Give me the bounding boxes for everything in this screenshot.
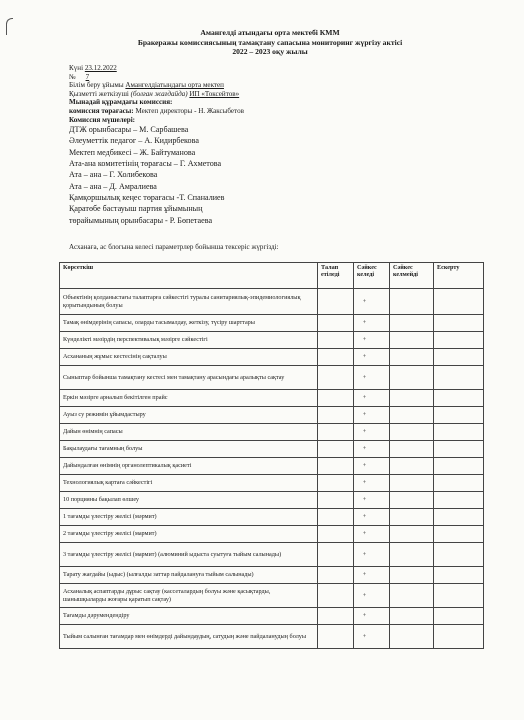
table-header-row: [60, 263, 484, 289]
number-value: 7: [85, 72, 90, 81]
header-act-title: Бракеражы комиссиясының тамақтану сапасына мониторинг жүргізу актісі: [137, 37, 403, 47]
member-line: төрайымының орынбасары - Р. Бөпетаева: [69, 215, 213, 225]
compliant-cell: [354, 315, 390, 332]
compliant-mark: +: [362, 479, 367, 487]
table-row: [60, 475, 484, 492]
header-compliant: Сәйкес келеді: [354, 263, 390, 289]
table-row: [60, 625, 484, 649]
note-cell: [434, 608, 484, 625]
indicator-cell: 10 порцияны бақылап өлшеу: [60, 492, 318, 509]
compliant-cell: [354, 492, 390, 509]
indicator-cell: 3 тағамды үлестіру желісі (мармит) (алюминий ыдыста суытуға тыйым салынады): [60, 543, 318, 567]
compliant-mark: +: [362, 445, 367, 453]
noncompliant-cell: [390, 492, 434, 509]
note-cell: [434, 407, 484, 424]
required-cell: [318, 332, 354, 349]
provider-value: ИП «Токсейтов»: [189, 89, 240, 98]
date-label: Күні: [69, 64, 84, 72]
indicator-cell: 1 тағамды үлестіру желісі (мәрмит): [60, 509, 318, 526]
indicator-cell: Тағамды дәрумендендіру: [60, 608, 318, 625]
chair-value: Мектеп директоры - Н. Жаксыбетов: [135, 106, 244, 115]
note-cell: [434, 509, 484, 526]
table-row: [60, 366, 484, 390]
note-cell: [434, 543, 484, 567]
indicator-cell: Асханалық аспаптарды дұрыс сақтау (кассеталардың болуы және қасықтарды, шанышқыларды жоғары қаратып сақтау): [60, 584, 318, 608]
table-row: [60, 458, 484, 475]
noncompliant-cell: [390, 584, 434, 608]
required-cell: [318, 526, 354, 543]
required-cell: [318, 458, 354, 475]
indicator-cell: Дайын өнімнің сапасы: [60, 424, 318, 441]
compliant-mark: +: [362, 496, 367, 504]
compliant-cell: [354, 390, 390, 407]
compliant-cell: [354, 349, 390, 366]
note-cell: [434, 349, 484, 366]
compliant-cell: [354, 625, 390, 649]
compliant-cell: [354, 458, 390, 475]
noncompliant-cell: [390, 332, 434, 349]
indicator-cell: Дайындалған өнімнің органолептикалық қасиеті: [60, 458, 318, 475]
compliant-mark: +: [362, 336, 367, 344]
header-required: Талап етіледі: [318, 263, 354, 289]
member-line: Қаратөбе бастауыш партия ұйымының: [69, 204, 203, 214]
note-cell: [434, 424, 484, 441]
header-academic-year: 2022 – 2023 оқу жылы: [232, 47, 308, 56]
noncompliant-cell: [390, 349, 434, 366]
table-row: [60, 584, 484, 608]
noncompliant-cell: [390, 543, 434, 567]
note-cell: [434, 526, 484, 543]
noncompliant-cell: [390, 526, 434, 543]
member-line: Ата-ана комитетінің төрағасы – Г. Ахметова: [69, 159, 222, 169]
table-row: [60, 567, 484, 584]
compliant-cell: [354, 475, 390, 492]
noncompliant-cell: [390, 458, 434, 475]
compliant-mark: +: [362, 353, 367, 361]
noncompliant-cell: [390, 608, 434, 625]
header-note: Ескерту: [434, 263, 484, 289]
required-cell: [318, 366, 354, 390]
indicator-cell: 2 тағамды үлестіру желісі (мармит): [60, 526, 318, 543]
compliant-cell: [354, 567, 390, 584]
note-cell: [434, 390, 484, 407]
noncompliant-cell: [390, 366, 434, 390]
noncompliant-cell: [390, 315, 434, 332]
compliant-mark: +: [362, 632, 367, 640]
compliant-mark: +: [362, 550, 367, 558]
member-line: ДТЖ орынбасары – М. Сарбашева: [69, 125, 189, 135]
note-cell: [434, 625, 484, 649]
note-cell: [434, 366, 484, 390]
table-row: [60, 441, 484, 458]
compliant-cell: [354, 526, 390, 543]
compliant-cell: [354, 584, 390, 608]
page-corner-mark: [6, 18, 13, 35]
inspection-table: [59, 262, 484, 649]
compliant-cell: [354, 543, 390, 567]
member-line: Әлеуметтік педагог – А. Кидирбекова: [69, 136, 199, 146]
org-row: [69, 81, 469, 90]
table-row: [60, 349, 484, 366]
indicator-cell: Сыныптар бойынша тамақтану кестесі мен тамақтану арасындағы аралықты сақтау: [60, 366, 318, 390]
required-cell: [318, 424, 354, 441]
compliant-mark: +: [362, 462, 367, 470]
compliant-mark: +: [362, 411, 367, 419]
table-row: [60, 526, 484, 543]
org-value: Амангелдіатындағы орта мектеп: [125, 81, 224, 90]
date-row: [69, 64, 469, 73]
compliant-mark: +: [362, 591, 367, 599]
compliant-mark: +: [362, 612, 367, 620]
indicator-cell: Асхананың жұмыс кестесінің сақталуы: [60, 349, 318, 366]
note-cell: [434, 332, 484, 349]
compliant-mark: +: [362, 530, 367, 538]
table-row: [60, 424, 484, 441]
noncompliant-cell: [390, 625, 434, 649]
compliant-mark: +: [362, 373, 367, 381]
required-cell: [318, 390, 354, 407]
compliant-cell: [354, 608, 390, 625]
indicator-cell: Тарату жағдайы (ыдыс) (ылғалды заттар пайдалануға тыйым салынады): [60, 567, 318, 584]
compliant-cell: [354, 509, 390, 526]
provider-row: [69, 90, 469, 99]
header-noncompliant: Сәйкес келмейді: [390, 263, 434, 289]
noncompliant-cell: [390, 567, 434, 584]
compliant-cell: [354, 289, 390, 315]
members-list: [69, 124, 469, 226]
compliant-mark: +: [362, 319, 367, 327]
noncompliant-cell: [390, 407, 434, 424]
provider-label: Қызметті жеткізуші: [69, 89, 129, 98]
note-cell: [434, 584, 484, 608]
chair-label: комиссия төрағасы:: [69, 106, 134, 115]
compliant-cell: [354, 366, 390, 390]
indicator-cell: Тыйым салынған тағамдар мен өнімдерді дайындаудың, сатудың және пайдаланудың болуы: [60, 625, 318, 649]
required-cell: [318, 349, 354, 366]
noncompliant-cell: [390, 441, 434, 458]
table-row: [60, 315, 484, 332]
required-cell: [318, 509, 354, 526]
noncompliant-cell: [390, 289, 434, 315]
indicator-cell: Ауыз су режимін ұйымдастыру: [60, 407, 318, 424]
compliant-cell: [354, 407, 390, 424]
compliant-mark: +: [362, 513, 367, 521]
noncompliant-cell: [390, 390, 434, 407]
required-cell: [318, 608, 354, 625]
note-cell: [434, 441, 484, 458]
note-cell: [434, 289, 484, 315]
note-cell: [434, 567, 484, 584]
required-cell: [318, 584, 354, 608]
table-row: [60, 390, 484, 407]
member-line: Мектеп медбикесі – Ж. Байтуманова: [69, 147, 196, 157]
document-header: [60, 28, 480, 57]
members-label: Комиссия мүшелері:: [69, 115, 136, 124]
required-cell: [318, 543, 354, 567]
table-row: [60, 289, 484, 315]
compliant-mark: +: [362, 297, 367, 305]
header-indicator: Көрсеткіш: [60, 263, 318, 289]
required-cell: [318, 625, 354, 649]
indicator-cell: Күнделікті мәзірдің перспективалық мәзірге сәйкестігі: [60, 332, 318, 349]
member-line: Қамқоршылық кеңес төрағасы -Т. Спаналиев: [69, 192, 225, 202]
required-cell: [318, 315, 354, 332]
indicator-cell: Еркін мәзірге арналып бекітілген прайс: [60, 390, 318, 407]
number-label: №: [69, 72, 76, 81]
compliant-cell: [354, 441, 390, 458]
note-cell: [434, 475, 484, 492]
table-row: [60, 332, 484, 349]
noncompliant-cell: [390, 424, 434, 441]
document-meta: [69, 64, 469, 226]
note-cell: [434, 458, 484, 475]
compliant-cell: [354, 332, 390, 349]
noncompliant-cell: [390, 509, 434, 526]
indicator-cell: Объектінің қолданыстағы талаптарға сәйкестігі туралы санитариялық-эпидемиологиялық қорытындының болуы: [60, 289, 318, 315]
table-row: [60, 492, 484, 509]
table-row: [60, 543, 484, 567]
indicator-cell: Бақылаудағы тағамның болуы: [60, 441, 318, 458]
required-cell: [318, 567, 354, 584]
inspection-intro: Асханаға, ас блогына келесі параметрлер бойынша тексеріс жүргізді:: [69, 243, 279, 251]
date-value: 23.12.2022: [84, 64, 117, 72]
member-line: Ата – ана – Д. Амралиева: [69, 181, 157, 191]
indicator-cell: Тамақ өнімдерінің сапасы, оларды тасымалдау, жеткізу, түсіру шарттары: [60, 315, 318, 332]
table-row: [60, 509, 484, 526]
note-cell: [434, 315, 484, 332]
table-row: [60, 407, 484, 424]
number-row: [69, 73, 469, 82]
compliant-cell: [354, 424, 390, 441]
required-cell: [318, 475, 354, 492]
note-cell: [434, 492, 484, 509]
indicator-cell: Технологиялық картаға сәйкестігі: [60, 475, 318, 492]
required-cell: [318, 492, 354, 509]
required-cell: [318, 441, 354, 458]
compliant-mark: +: [362, 394, 367, 402]
noncompliant-cell: [390, 475, 434, 492]
provider-note: (болған жағдайда): [130, 89, 188, 98]
member-line: Ата – ана – Г. Холибекова: [69, 170, 158, 180]
header-school-name: Амангелді атындағы орта мектебі КММ: [200, 28, 340, 37]
required-cell: [318, 407, 354, 424]
org-label: Білім беру ұйымы: [69, 81, 124, 90]
table-row: [60, 608, 484, 625]
required-cell: [318, 289, 354, 315]
compliant-mark: +: [362, 571, 367, 579]
compliant-mark: +: [362, 428, 367, 436]
commission-label: Мынадай құрамдағы комиссия:: [69, 98, 173, 107]
